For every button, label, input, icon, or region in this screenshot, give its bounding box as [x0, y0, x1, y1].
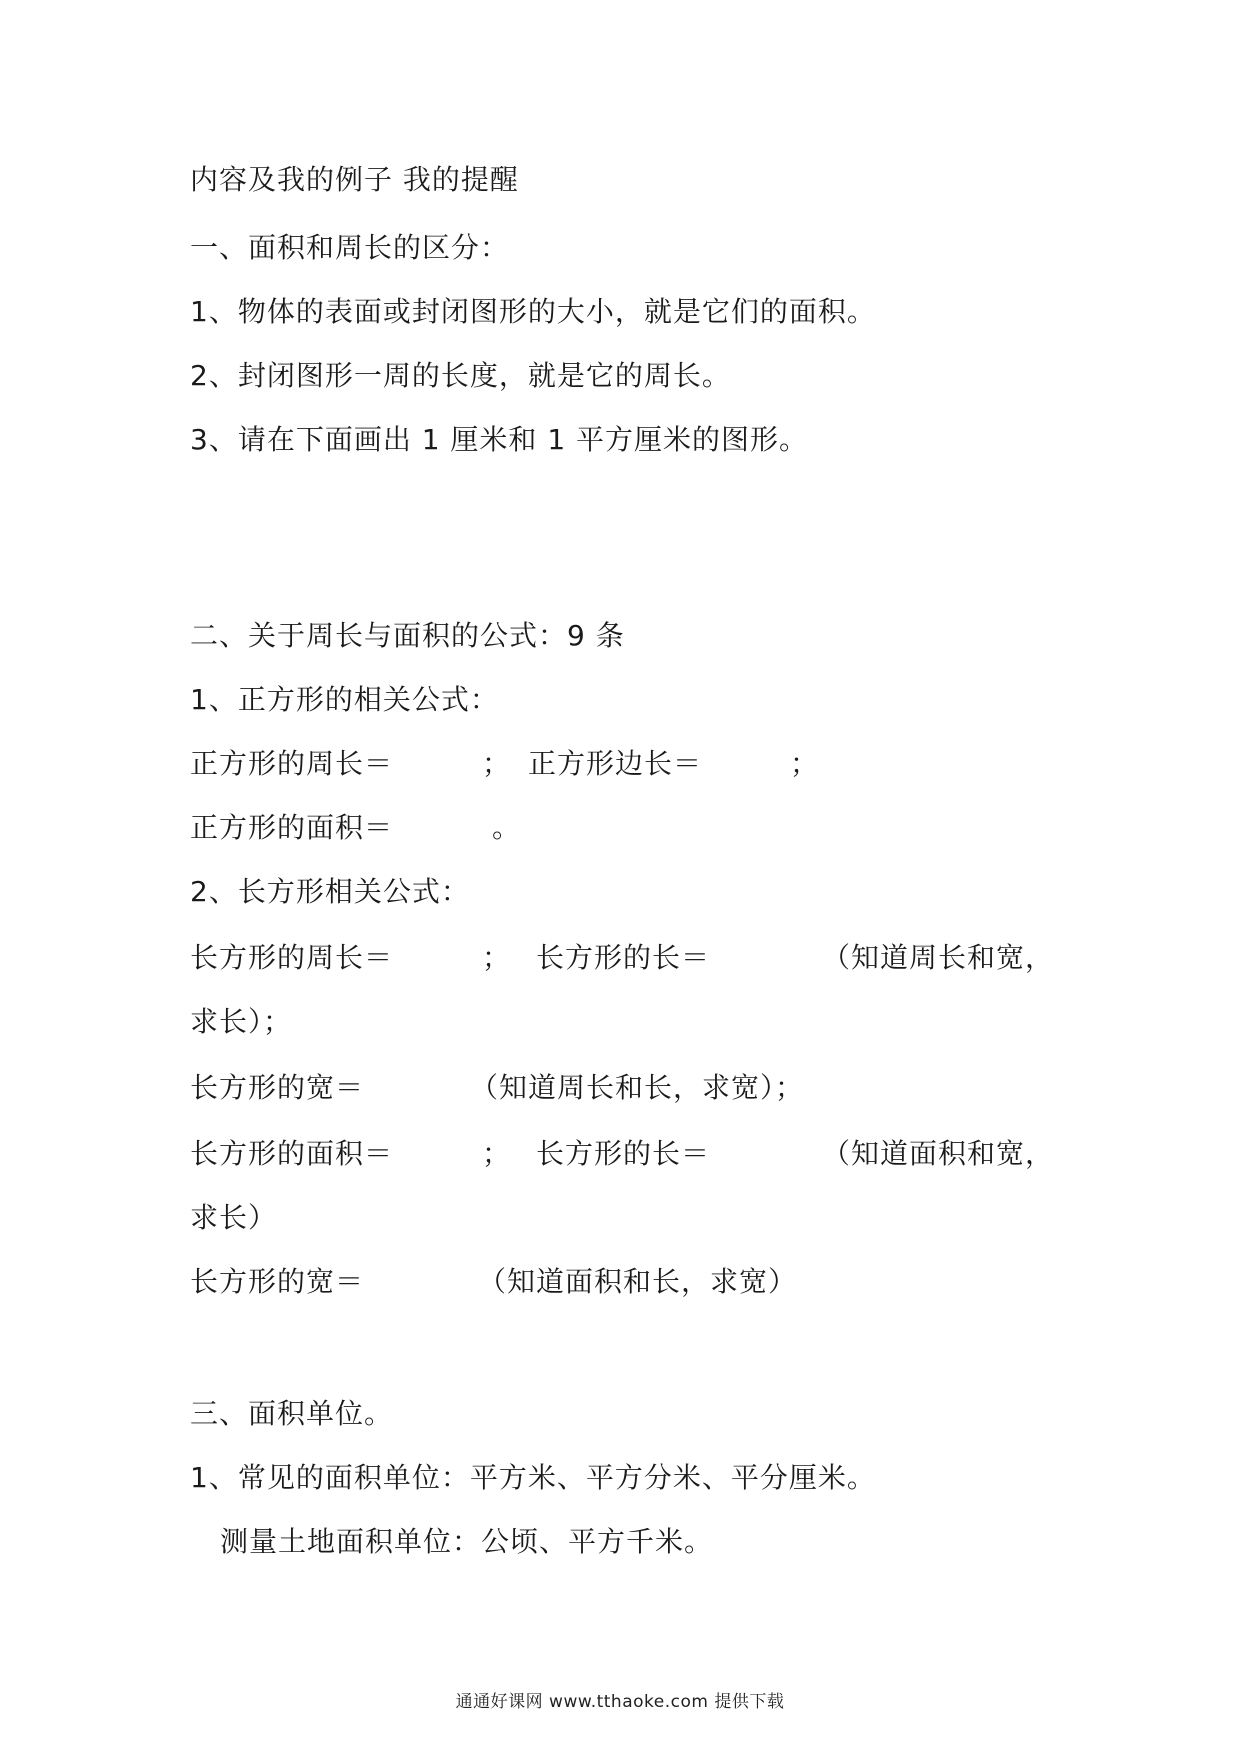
rect-width-label: 长方形的宽＝	[190, 1071, 365, 1104]
rectangle-formulas-heading: 2、长方形相关公式：	[190, 875, 470, 908]
rect-length-label: 长方形的长＝	[536, 1137, 711, 1170]
section-3-item-1-sub: 测量土地面积单位：公顷、平方千米。	[220, 1525, 714, 1558]
semicolon: ；	[482, 747, 512, 780]
semicolon: ；	[482, 941, 512, 974]
square-formulas-heading: 1、正方形的相关公式：	[190, 683, 499, 716]
semicolon: ；	[790, 747, 820, 780]
note-perimeter-length: （知道周长和长，求宽）；	[470, 1071, 805, 1104]
period: 。	[492, 811, 522, 844]
rect-area-label: 长方形的面积＝	[190, 1137, 394, 1170]
rect-length-label: 长方形的长＝	[536, 941, 711, 974]
square-side-label: 正方形边长＝	[528, 747, 703, 780]
note-perimeter-width: （知道周长和宽，	[822, 941, 1055, 974]
find-length-note: 求长）	[190, 1201, 278, 1234]
square-perimeter-label: 正方形的周长＝	[190, 747, 394, 780]
section-3-item-1: 1、常见的面积单位：平方米、平方分米、平分厘米。	[190, 1461, 876, 1494]
section-1-item-1: 1、物体的表面或封闭图形的大小，就是它们的面积。	[190, 295, 876, 328]
square-area-label: 正方形的面积＝	[190, 811, 394, 844]
section-2-title: 二、关于周长与面积的公式：9 条	[190, 619, 625, 652]
note-area-length: （知道面积和长，求宽）	[478, 1265, 798, 1298]
note-area-width: （知道面积和宽，	[822, 1137, 1055, 1170]
section-1-item-3: 3、请在下面画出 1 厘米和 1 平方厘米的图形。	[190, 423, 809, 456]
find-length-note: 求长）；	[190, 1005, 293, 1038]
semicolon: ；	[482, 1137, 512, 1170]
rect-width-label: 长方形的宽＝	[190, 1265, 365, 1298]
document-header: 内容及我的例子 我的提醒	[190, 163, 519, 196]
page-footer: 通通好课网 www.tthaoke.com 提供下载	[455, 1692, 785, 1712]
section-3-title: 三、面积单位。	[190, 1397, 394, 1430]
section-1-title: 一、面积和周长的区分：	[190, 231, 510, 264]
section-1-item-2: 2、封闭图形一周的长度，就是它的周长。	[190, 359, 731, 392]
rect-perimeter-label: 长方形的周长＝	[190, 941, 394, 974]
